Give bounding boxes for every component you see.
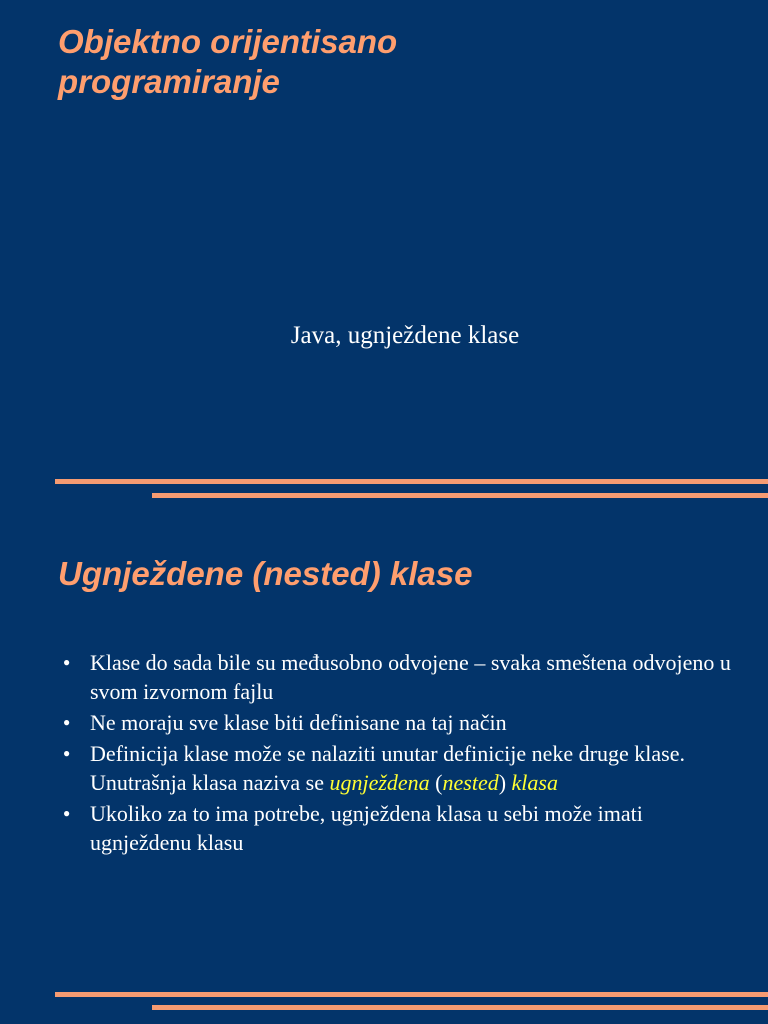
divider-line-top xyxy=(55,479,768,484)
bullet-text: Ukoliko za to ima potrebe, ugnježdena klasa u sebi može imati ugnježdenu klasu xyxy=(90,801,643,855)
bullet-icon: ● xyxy=(63,746,71,760)
bullet-icon: ● xyxy=(63,715,71,729)
highlight-term: nested xyxy=(442,770,499,795)
slide-title: Ugnježdene (nested) klase xyxy=(58,555,473,592)
highlight-term: ugnježdena xyxy=(329,770,430,795)
list-item xyxy=(60,648,740,706)
divider-line-bottom xyxy=(152,493,768,498)
list-item xyxy=(60,739,740,797)
bullet-text: ) xyxy=(498,770,512,795)
bullet-text: Ne moraju sve klase biti definisane na taj način xyxy=(90,710,507,735)
divider-line-top xyxy=(55,992,768,997)
bullet-icon: ● xyxy=(63,655,71,669)
list-item xyxy=(60,799,740,857)
slide-title: Objektno orijentisano programiranje xyxy=(58,23,398,100)
highlight-term: klasa xyxy=(511,770,558,795)
bullet-list xyxy=(60,648,740,859)
bullet-icon: ● xyxy=(63,806,71,820)
slide-subtitle: Java, ugnježdene klase xyxy=(290,322,520,349)
slide-1 xyxy=(0,0,768,500)
divider-line-bottom xyxy=(152,1005,768,1010)
list-item xyxy=(60,708,740,737)
slide-2 xyxy=(0,500,768,1024)
bullet-text: Klase do sada bile su međusobno odvojene – svaka smeštena odvojeno u svom izvornom fajlu xyxy=(90,650,731,704)
bullet-text: ( xyxy=(429,770,443,795)
bullet-text: Definicija klase može se nalaziti unutar definicije neke druge klase. Unutrašnja klasa naziva se xyxy=(90,741,685,795)
